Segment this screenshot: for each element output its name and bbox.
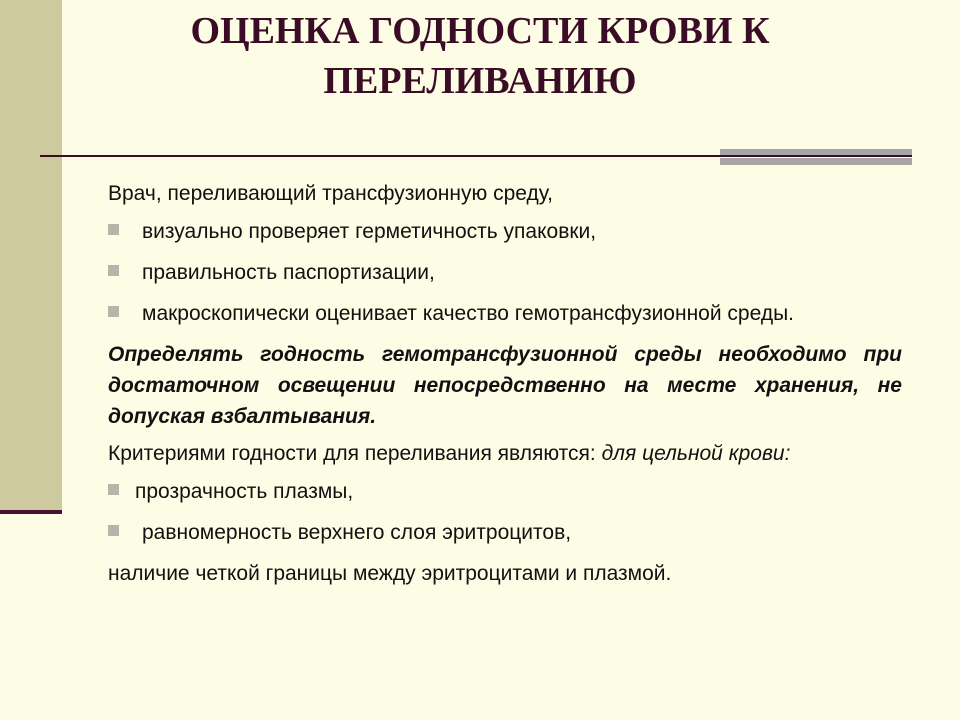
criteria-subject: для цельной крови: [601,442,791,465]
bullet-item [108,476,902,507]
slide-body [108,178,902,596]
left-decorative-bar [0,0,62,512]
intro-text: Врач, переливающий трансфузионную среду, [108,182,553,205]
left-bar-underline [0,510,62,514]
closing-text: наличие четкой границы между эритроцитами и плазмой. [108,562,672,585]
bullet-text: визуально проверяет герметичность упаковки, [142,220,597,243]
square-bullet-icon [108,484,119,495]
bullet-text: макроскопически оценивает качество гемотрансфузионной среды. [142,302,794,325]
criteria-lead: Критериями годности для переливания являются: [108,442,596,465]
bullet-text: прозрачность плазмы, [135,480,354,503]
square-bullet-icon [108,265,119,276]
bullet-text: правильность паспортизации, [142,261,435,284]
bullet-item [108,298,902,329]
square-bullet-icon [108,525,119,536]
square-bullet-icon [108,224,119,235]
title-accent-bar [720,149,912,165]
square-bullet-icon [108,306,119,317]
bullet-text: равномерность верхнего слоя эритроцитов, [142,521,572,544]
bullet-item [108,257,902,288]
bullet-item [108,517,902,548]
slide-title: ОЦЕНКА ГОДНОСТИ КРОВИ К ПЕРЕЛИВАНИЮ [190,10,770,102]
criteria-paragraph [108,438,902,469]
emphasis-paragraph: Определять годность гемотрансфузионной среды необходимо при достаточном освещении непосредственно на месте хранения, не допуская взбалтывания. [108,343,902,428]
bullet-item [108,216,902,247]
